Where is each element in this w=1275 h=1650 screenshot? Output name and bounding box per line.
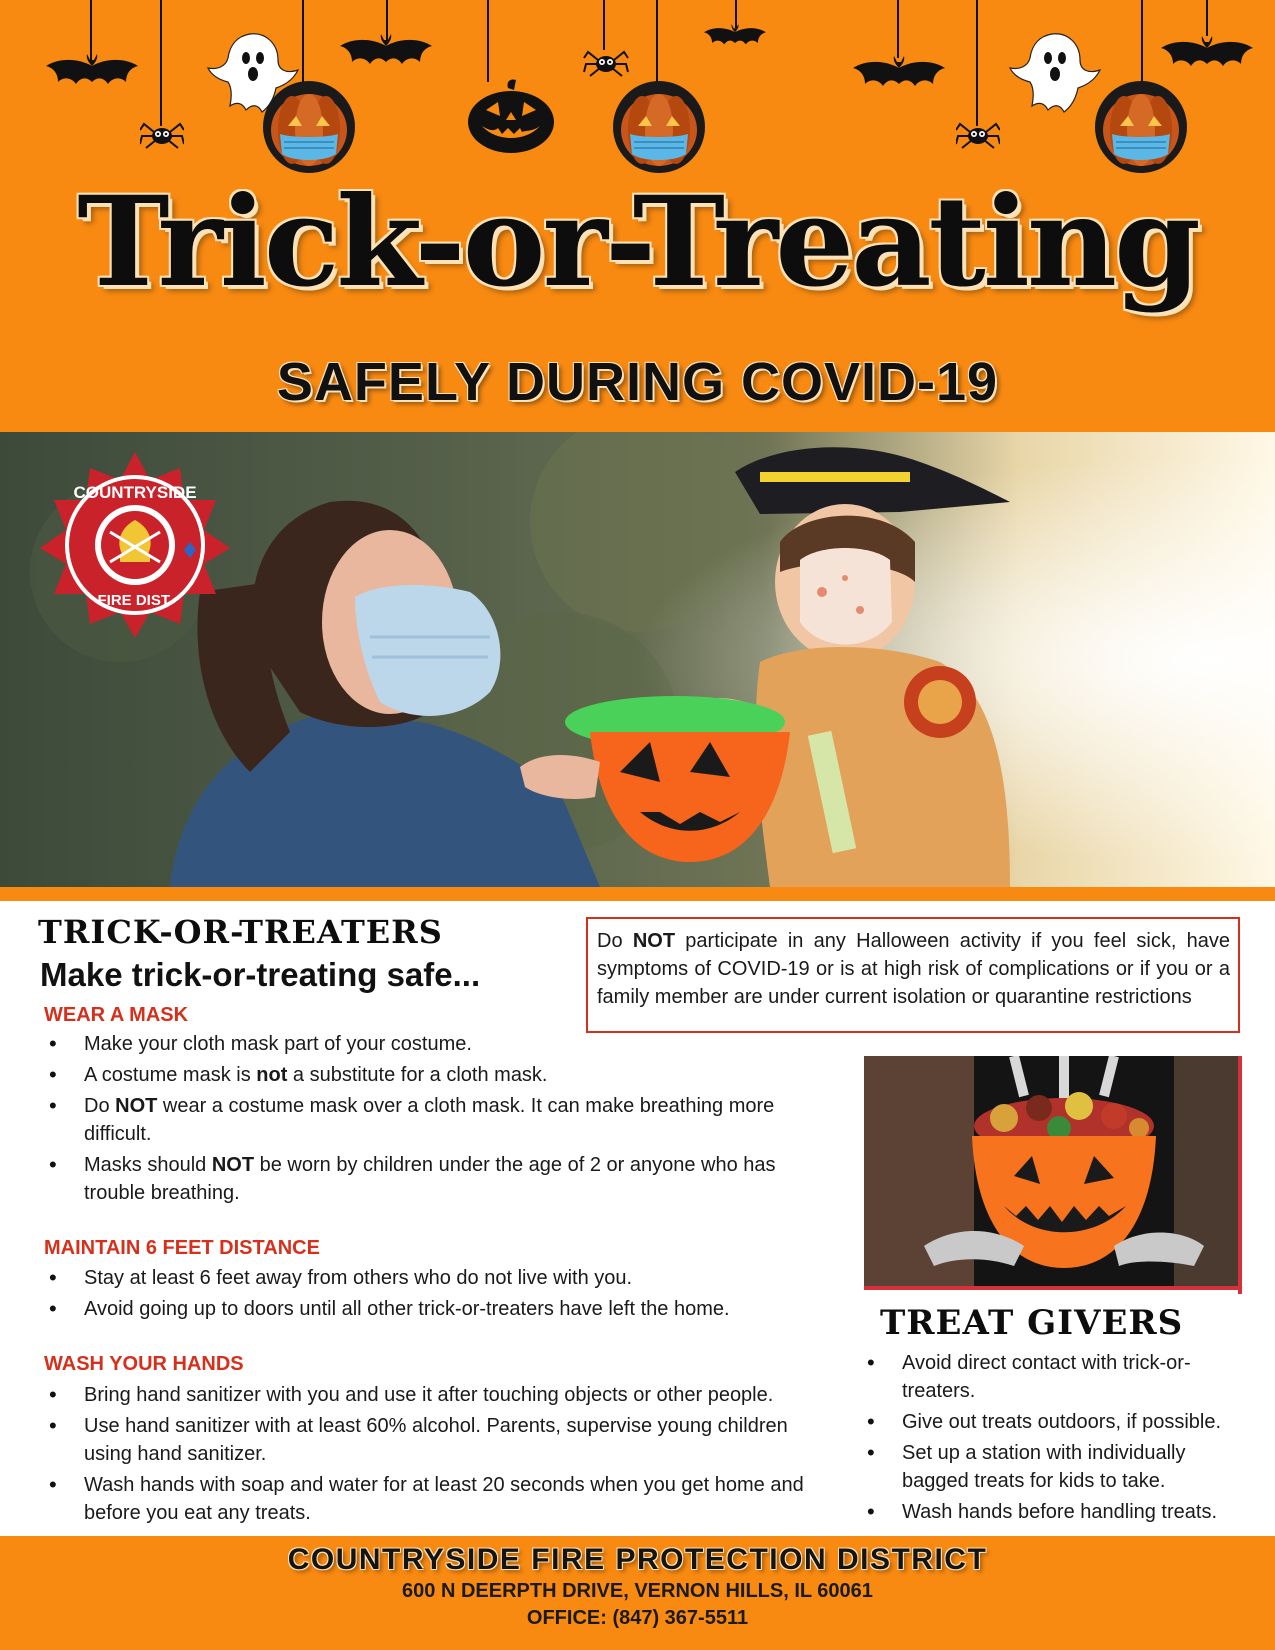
jack-o-lantern-icon [466, 78, 556, 154]
hanging-string [1206, 0, 1208, 36]
item-text: Do [84, 1095, 116, 1117]
hanging-string [1141, 0, 1143, 86]
hanging-string [90, 0, 92, 60]
list-item [44, 1030, 834, 1058]
item-text: a substitute for a cloth mask. [287, 1064, 548, 1086]
treat-givers-list [862, 1349, 1242, 1529]
section-subtitle: Make trick-or-treating safe... [40, 956, 481, 993]
wear-mask-list [44, 1030, 834, 1210]
list-item: • Use hand sanitizer with at least 60% alcohol. Parents, supervise young children using hand sanitizer. [44, 1412, 834, 1468]
fire-district-badge-icon [40, 450, 230, 640]
hero-photo [0, 432, 1275, 887]
warning-emphasis: NOT [632, 930, 676, 952]
item-emphasis: NOT [115, 1095, 158, 1117]
hanging-string [897, 0, 899, 58]
item-text: be worn by children under the age of 2 or anyone who has trouble breathing. [84, 1154, 776, 1204]
subtitle: SAFELY DURING COVID-19 [276, 352, 999, 412]
wash-hands-list [44, 1381, 834, 1530]
list-item: • Avoid going up to doors until all other trick-or-treaters have left the home. [44, 1295, 844, 1323]
hanging-string [160, 0, 162, 126]
bat-icon [338, 32, 434, 80]
list-item: • Give out treats outdoors, if possible. [862, 1408, 1242, 1436]
list-item [44, 1092, 834, 1148]
hanging-string [487, 0, 489, 82]
ghost-icon [1008, 30, 1104, 114]
badge-top-text: COUNTRYSIDE [73, 483, 197, 502]
hanging-string [656, 0, 658, 86]
item-text: Make your cloth mask part of your costume. [84, 1033, 472, 1055]
photo-frame-border [1238, 1056, 1242, 1294]
section-title-treat-givers: TREAT GIVERS [880, 1303, 1184, 1343]
heading-wear-a-mask: WEAR A MASK [44, 1004, 189, 1026]
list-item: • Bring hand sanitizer with you and use it after touching objects or other people. [44, 1381, 834, 1409]
item-emphasis: not [256, 1064, 288, 1086]
list-item [44, 1061, 834, 1089]
list-item: • Wash hands with soap and water for at least 20 seconds when you get home and before you eat any treats. [44, 1471, 834, 1527]
photo-frame-border [864, 1286, 1242, 1290]
footer-phone: OFFICE: (847) 367-5511 [526, 1607, 749, 1629]
orange-divider [0, 887, 1275, 901]
bat-icon [1160, 34, 1254, 82]
masked-pumpkin-icon [1094, 80, 1188, 174]
spider-icon [956, 118, 1000, 152]
header-banner [0, 0, 1275, 432]
hanging-string [976, 0, 978, 126]
list-item: • Wash hands before handling treats. [862, 1498, 1242, 1526]
item-text: A costume mask is [84, 1064, 257, 1086]
main-title: Trick-or-Treating [77, 170, 1198, 315]
list-item: • Avoid direct contact with trick-or-treaters. [862, 1349, 1242, 1405]
bat-icon [46, 52, 138, 100]
pumpkin-candy-bowl-photo [864, 1056, 1238, 1286]
bat-icon [704, 22, 766, 56]
section-title-trick-or-treaters: TRICK-OR-TREATERS [38, 913, 443, 951]
masked-pumpkin-icon [262, 80, 356, 174]
item-emphasis: NOT [211, 1154, 255, 1176]
footer-address: 600 N DEERPTH DRIVE, VERNON HILLS, IL 60061 [402, 1580, 873, 1602]
candy-bowl-photo [864, 1056, 1238, 1286]
badge-bottom-text: FIRE DIST. [97, 592, 173, 609]
bat-icon [852, 54, 946, 102]
list-item [44, 1151, 834, 1207]
distance-list [44, 1264, 844, 1326]
masked-pumpkin-icon [612, 80, 706, 174]
item-text: wear a costume mask over a cloth mask. It can make breathing more difficult. [84, 1095, 775, 1145]
footer-organization: COUNTRYSIDE FIRE PROTECTION DISTRICT [287, 1543, 988, 1576]
spider-icon [582, 46, 630, 80]
list-item: • Stay at least 6 feet away from others who do not live with you. [44, 1264, 844, 1292]
warning-text: Do [597, 930, 633, 952]
heading-maintain-distance: MAINTAIN 6 FEET DISTANCE [44, 1237, 320, 1259]
spider-icon [140, 118, 184, 152]
hanging-string [603, 0, 605, 50]
item-text: Masks should [84, 1154, 212, 1176]
warning-box [586, 917, 1240, 1033]
heading-wash-hands: WASH YOUR HANDS [44, 1353, 244, 1375]
list-item: • Set up a station with individually bagged treats for kids to take. [862, 1439, 1242, 1495]
warning-text: participate in any Halloween activity if you feel sick, have symptoms of COVID-19 or is at high risk of complications or if you or a family member are under current isolation or quarantine restrictions [597, 930, 1231, 1008]
